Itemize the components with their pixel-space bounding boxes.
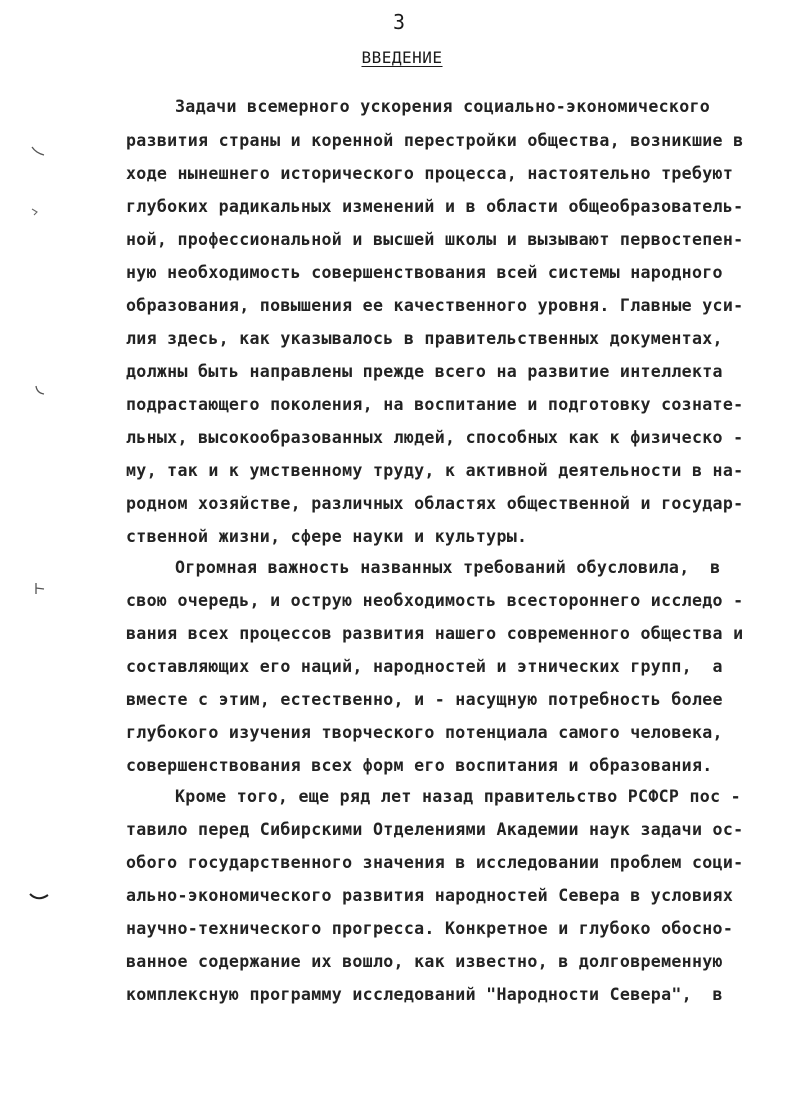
text-line: научно-технического прогресса. Конкретное и глубоко обосно-	[126, 919, 734, 938]
margin-hook-mark-icon	[28, 144, 50, 158]
text-line: Задачи всемерного ускорения социально-экономического	[175, 97, 711, 116]
text-line: составляющих его наций, народностей и этнических групп, а	[126, 657, 723, 676]
text-line: Огромная важность названных требований обусловила, в	[175, 558, 721, 577]
text-line: ственной жизни, сфере науки и культуры.	[126, 527, 528, 546]
text-line: развития страны и коренной перестройки общества, возникшие в	[126, 131, 744, 150]
text-line: должны быть направлены прежде всего на развитие интеллекта	[126, 362, 723, 381]
margin-curve-mark-icon	[28, 890, 50, 904]
margin-check-mark-icon	[28, 204, 50, 218]
text-line: тавило перед Сибирскими Отделениями Академии наук задачи ос-	[126, 820, 744, 839]
text-line: родном хозяйстве, различных областях общественной и государ-	[126, 494, 744, 513]
text-line: подрастающего поколения, на воспитание и подготовку сознате-	[126, 395, 744, 414]
text-line: образования, повышения ее качественного уровня. Главные уси-	[126, 296, 744, 315]
text-line: ходе нынешнего исторического процесса, настоятельно требуют	[126, 164, 734, 183]
text-line: лия здесь, как указывалось в правительственных документах,	[126, 329, 723, 348]
text-line: Кроме того, еще ряд лет назад правительство РСФСР пос -	[175, 787, 741, 806]
text-line: глубоких радикальных изменений и в области общеобразователь-	[126, 197, 744, 216]
margin-hook-mark-icon	[28, 384, 50, 398]
text-line: обого государственного значения в исследовании проблем соци-	[126, 853, 744, 872]
text-line: свою очередь, и острую необходимость всестороннего исследо -	[126, 591, 744, 610]
text-line: вания всех процессов развития нашего современного общества и	[126, 624, 744, 643]
text-line: ной, профессиональной и высшей школы и вызывают первостепен-	[126, 230, 744, 249]
text-line: ально-экономического развития народностей Севера в условиях	[126, 886, 734, 905]
text-line: вместе с этим, естественно, и - насущную потребность более	[126, 690, 723, 709]
text-line: глубокого изучения творческого потенциала самого человека,	[126, 723, 723, 742]
section-heading: ВВЕДЕНИЕ	[361, 48, 443, 67]
text-line: ную необходимость совершенствования всей системы народного	[126, 263, 723, 282]
text-line: совершенствования всех форм его воспитания и образования.	[126, 756, 713, 775]
page-number: 3	[392, 10, 406, 34]
text-line: комплексную программу исследований "Народности Севера", в	[126, 985, 723, 1004]
text-line: му, так и к умственному труду, к активной деятельности в на-	[126, 461, 744, 480]
margin-tick-mark-icon	[28, 582, 50, 596]
text-line: ванное содержание их вошло, как известно, в долговременную	[126, 952, 723, 971]
text-line: льных, высокообразованных людей, способных как к физическо -	[126, 428, 744, 447]
